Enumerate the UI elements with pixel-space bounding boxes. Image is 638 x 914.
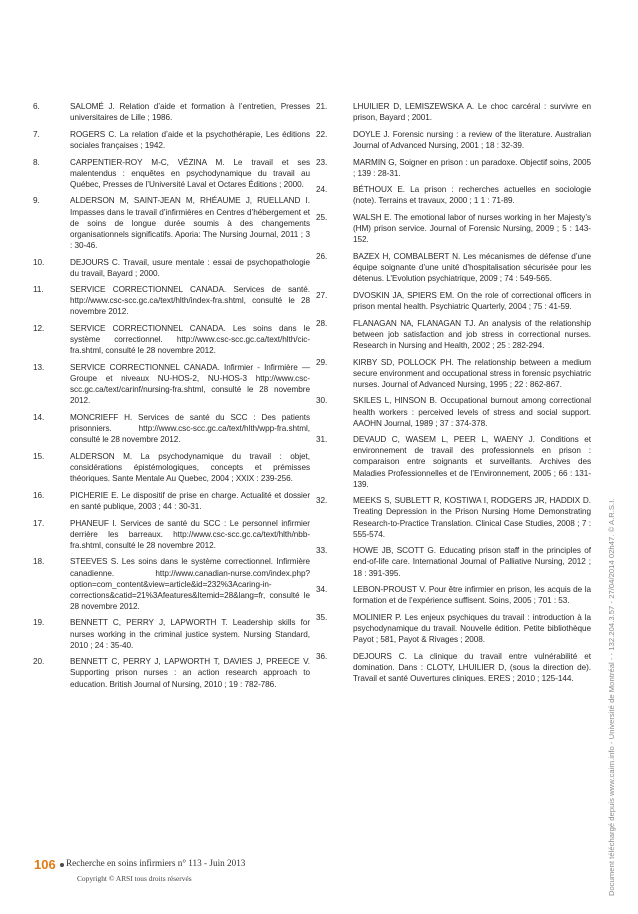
reference-item — [33, 101, 310, 123]
reference-number: 31. — [316, 435, 328, 445]
reference-number: 33. — [316, 546, 328, 556]
reference-text: DOYLE J. Forensic nursing : a review of the literature. Australian Journal of Advanced Nursing, 2001 ; 18 : 32-39. — [353, 129, 591, 150]
reference-number: 28. — [316, 318, 328, 328]
references-column-left — [33, 101, 310, 695]
reference-number: 16. — [33, 490, 45, 500]
reference-text: STEEVES S. Les soins dans le système correctionnel. Infirmière canadienne. http://www.canadian-nurse.com/index.php?option=com_content&view=article&id=232%3Acaring-in-corrections&catid=21%3Afeatures&Itemid=28&lang=fr, consulté le 28 novembre 2012. — [70, 557, 310, 611]
reference-text: KIRBY SD, POLLOCK PH. The relationship between a medium secure environment and occupational stress in forensic psychiatric nurses. Journal of Advanced Nursing, 1995 ; 22 : 862-867. — [353, 357, 591, 389]
reference-number: 7. — [33, 129, 40, 139]
reference-text: BÉTHOUX E. La prison : recherches actuelles en sociologie (note). Terrains et travaux, 2000 ; 1 1 : 71-89. — [353, 185, 591, 206]
reference-text: WALSH E. The emotional labor of nurses working in her Majesty’s (HM) prison service. Journal of Forensic Nursing, 2009 ; 5 : 143-152. — [353, 213, 591, 245]
reference-text: ROGERS C. La relation d’aide et la psychothérapie, Les éditions sociales françaises ; 1942. — [70, 129, 310, 150]
reference-text: DVOSKIN JA, SPIERS EM. On the role of correctional officers in prison mental health. Psychiatric Quarterly, 2004 ; 75 : 41-59. — [353, 290, 591, 311]
reference-item — [316, 184, 591, 206]
reference-text: SERVICE CORRECTIONNEL CANADA. Infirmier - Infirmière — Groupe et niveaux NU-HOS-2, NU-HOS-3 http://www.csc-scc.gc.ca/text/carinf/nursing-fra.shtml, consulté le 28 novembre 2012. — [70, 363, 310, 406]
reference-text: SKILES L, HINSON B. Occupational burnout among correctional health workers : perceived levels of stress and social support. AAOHN Journal, 1989 ; 37 : 374-378. — [353, 396, 591, 428]
reference-item — [33, 323, 310, 356]
reference-text: LEBON-PROUST V. Pour être infirmier en prison, les acquis de la formation et de l’expérience suffisent. Soins, 2005 ; 701 : 53. — [353, 585, 591, 606]
reference-item — [33, 656, 310, 689]
reference-number: 6. — [33, 102, 40, 111]
page-footer — [34, 857, 554, 897]
reference-text: FLANAGAN NA, FLANAGAN TJ. An analysis of the relationship between job satisfaction and job stress in correctional nurses. Research in Nursing and Health, 2002 ; 25 : 282-294. — [353, 318, 591, 350]
reference-item — [33, 284, 310, 317]
reference-item — [316, 651, 591, 684]
reference-item — [316, 612, 591, 645]
reference-item — [316, 101, 591, 123]
reference-text: MOLINIER P. Les enjeux psychiques du travail : introduction à la psychodynamique du travail. Nouvelle édition. Petite bibliothèque Payot ; 581, Payot & Rivages ; 2008. — [353, 612, 591, 645]
page-number: 106 — [34, 857, 56, 872]
side-note-container — [596, 316, 626, 896]
reference-number: 10. — [33, 257, 45, 267]
reference-number: 27. — [316, 290, 328, 300]
reference-item — [316, 318, 591, 351]
reference-text: PHANEUF I. Services de santé du SCC : Le personnel infirmier derrière les barreaux. http://www.csc-scc.gc.ca/text/hlth/nbb-fra.shtml, consulté le 28 novembre 2012. — [70, 518, 310, 550]
reference-text: BENNETT C, PERRY J, LAPWORTH T, DAVIES J, PREECE V. Supporting prison nurses : an action research approach to education. British Journal of Nursing, 2010 ; 19 : 782-786. — [70, 657, 310, 689]
reference-number: 11. — [33, 285, 44, 295]
reference-number: 29. — [316, 357, 328, 367]
reference-number: 19. — [33, 618, 45, 628]
reference-item — [316, 129, 591, 151]
reference-number: 9. — [33, 196, 40, 206]
reference-list-left — [33, 101, 310, 690]
reference-number: 26. — [316, 252, 328, 261]
reference-number: 8. — [33, 157, 40, 167]
reference-item — [33, 518, 310, 551]
reference-item — [33, 129, 310, 151]
reference-item — [316, 157, 591, 179]
reference-number: 15. — [33, 451, 45, 461]
reference-number: 18. — [33, 557, 45, 567]
reference-text: BAZEX H, COMBALBERT N. Les mécanismes de défense d’une équipe soignante d’une unité d’hospitalisation sécurisée pour les détenus. L’Evolution psychiatrique, 2009 ; 74 : 549-565. — [353, 252, 591, 284]
reference-item — [316, 434, 591, 489]
reference-text: DEVAUD C, WASEM L, PEER L, WAENY J. Conditions et environnement de travail des professionnels en prison : comparaison entre soignants et surveillants. Archives des Maladies Professionnelles et de l’Environnement, 2005 ; 66 : 131-139. — [353, 435, 591, 489]
reference-number: 35. — [316, 612, 328, 622]
reference-number: 17. — [33, 518, 45, 528]
copyright-notice: Copyright © ARSI tous droits réservés — [77, 874, 192, 883]
reference-item — [316, 212, 591, 245]
reference-item — [316, 290, 591, 312]
reference-item — [316, 495, 591, 539]
reference-item — [33, 617, 310, 650]
reference-text: SERVICE CORRECTIONNEL CANADA. Services de santé. http://www.csc-scc.gc.ca/text/hlth/index-fra.shtml, consulté le 28 novembre 2012. — [70, 285, 310, 317]
reference-text: SALOMÉ J. Relation d’aide et formation à l’entretien, Presses universitaires de Lille ; 1986. — [70, 102, 310, 123]
reference-number: 34. — [316, 585, 328, 595]
download-watermark: Document téléchargé depuis www.cairn.info - Université de Montréal - - 132.204.3.57 - 27/04/2014 02h47. © A.R.S.I. — [607, 498, 616, 896]
reference-text: MEEKS S, SUBLETT R, KOSTIWA I, RODGERS JR, HADDIX D. Treating Depression in the Prison Nursing Home Demonstrating Research-to-Practice Translation. Clinical Case Studies, 2008 ; 7 : 555-574. — [353, 496, 591, 539]
reference-number: 32. — [316, 496, 328, 506]
reference-text: PICHERIE E. Le dispositif de prise en charge. Actualité et dossier en santé publique, 2003 ; 44 : 30-31. — [70, 490, 310, 511]
reference-number: 14. — [33, 413, 45, 422]
references-column-right — [316, 101, 591, 690]
reference-text: SERVICE CORRECTIONNEL CANADA. Les soins dans le système correctionnel. http://www.csc-scc.gc.ca/text/hlth/cic-fra.shtml, consulté le 28 novembre 2012. — [70, 324, 310, 356]
reference-text: ALDERSON M, SAINT-JEAN M, RHÉAUME J, RUELLAND I. Impasses dans le travail d’infirmières en Centres d’hébergement et de soins de longue durée soumis à des changements organisationnels significatifs. Aporia: The Nursing Journal, 2011 ; 3 : 30-46. — [70, 196, 310, 250]
reference-number: 36. — [316, 651, 328, 661]
reference-text: BENNETT C, PERRY J, LAPWORTH T. Leadership skills for nurses working in the criminal justice system. Nursing Standard, 2010 ; 24 : 35-40. — [70, 618, 310, 650]
reference-number: 23. — [316, 157, 328, 167]
reference-text: HOWE JB, SCOTT G. Educating prison staff in the principles of end-of-life care. International Journal of Palliative Nursing, 2012 ; 18 : 391-395. — [353, 546, 591, 578]
reference-number: 20. — [33, 657, 45, 667]
reference-number: 30. — [316, 396, 328, 406]
reference-number: 21. — [316, 102, 328, 111]
reference-number: 24. — [316, 185, 328, 195]
reference-number: 13. — [33, 363, 45, 373]
reference-text: LHUILIER D, LEMISZEWSKA A. Le choc carcéral : survivre en prison, Bayard ; 2001. — [353, 102, 591, 123]
bullet-icon — [60, 863, 64, 867]
reference-item — [316, 395, 591, 428]
reference-item — [33, 490, 310, 512]
reference-text: DEJOURS C. La clinique du travail entre vulnérabilité et domination. Dans : CLOTY, LHUILIER D, (sous la direction de). Travail et santé Ouvertures cliniques. ERES ; 2010 ; 125-144. — [353, 651, 591, 684]
reference-item — [33, 157, 310, 190]
reference-item — [33, 451, 310, 484]
reference-text: MONCRIEFF H. Services de santé du SCC : Des patients prisonniers. http://www.csc-scc.gc.ca/text/hlth/wpp-fra.shtml, consulté le 28 novembre 2012. — [70, 413, 310, 445]
reference-list-right — [316, 101, 591, 684]
reference-item — [33, 362, 310, 406]
reference-text: CARPENTIER-ROY M-C, VÉZINA M. Le travail et ses malentendus : enquêtes en psychodynamique du travail au Québec, Presses de l’Université Laval et Octares Éditions ; 2000. — [70, 157, 310, 189]
reference-item — [316, 251, 591, 284]
reference-number: 22. — [316, 129, 328, 139]
reference-item — [316, 545, 591, 578]
reference-item — [33, 556, 310, 611]
reference-number: 12. — [33, 324, 45, 334]
reference-item — [33, 195, 310, 250]
reference-item — [33, 412, 310, 445]
reference-text: ALDERSON M. La psychodynamique du travail : objet, considérations épistémologiques, concepts et prémisses théoriques. Sante Mentale Au Quebec, 2004 ; XXIX : 239-256. — [70, 451, 310, 484]
reference-text: DEJOURS C. Travail, usure mentale : essai de psychopathologie du travail, Bayard ; 2000. — [70, 257, 310, 278]
reference-item — [316, 584, 591, 606]
reference-number: 25. — [316, 213, 328, 223]
reference-item — [33, 257, 310, 279]
reference-text: MARMIN G, Soigner en prison : un paradoxe. Objectif soins, 2005 ; 139 : 28-31. — [353, 157, 591, 178]
journal-citation: Recherche en soins infirmiers n° 113 - Juin 2013 — [66, 858, 246, 868]
reference-item — [316, 357, 591, 390]
